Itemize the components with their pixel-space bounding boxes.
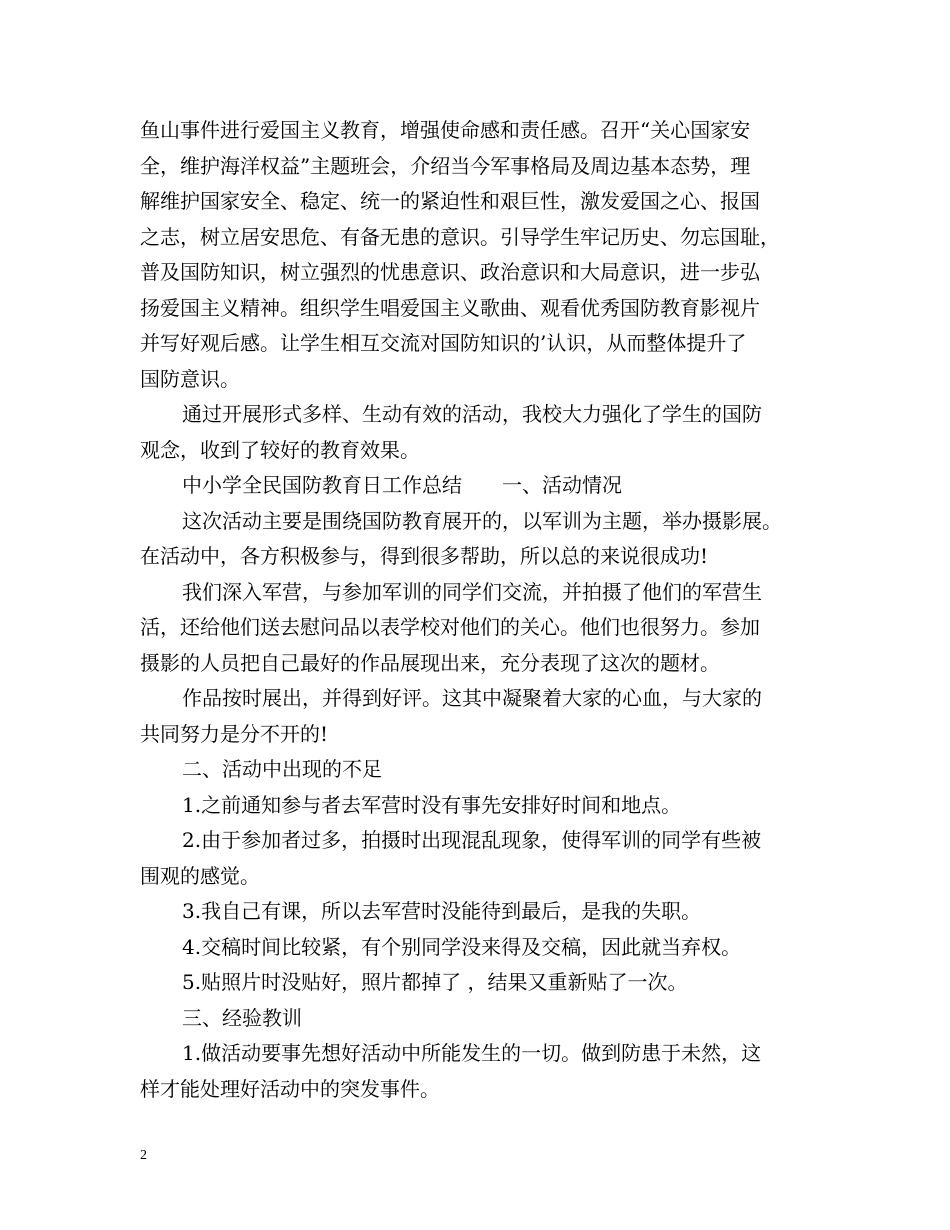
section-heading: 中小学全民国防教育日工作总结 一、活动情况 [182,473,622,497]
list-item: 1.做活动要事先想好活动中所能发生的一切。做到防患于未然，这 [182,1041,762,1065]
text-line: 扬爱国主义精神。组织学生唱爱国主义歌曲、观看优秀国防教育影视片 [140,296,760,320]
text-line: 围观的感觉。 [140,864,260,888]
text-line: 我们深入军营，与参加军训的同学们交流，并拍摄了他们的军营生 [182,580,762,604]
list-item: 5.贴照片时没贴好，照片都掉了 ，结果又重新贴了一次。 [182,970,688,994]
list-item: 1.之前通知参与者去军营时没有事先安排好时间和地点。 [182,793,682,817]
text-line: 活，还给他们送去慰问品以表学校对他们的关心。他们也很努力。参加 [140,615,760,639]
text-line: 之志，树立居安思危、有备无患的意识。引导学生牢记历史、勿忘国耻， [140,225,780,249]
list-item: 2.由于参加者过多，拍摄时出现混乱现象，使得军训的同学有些被 [182,828,762,852]
page-number: 2 [140,1148,147,1163]
section-heading: 二、活动中出现的不足 [182,757,382,781]
list-item: 3.我自己有课，所以去军营时没能待到最后，是我的失职。 [182,899,702,923]
text-line: 共同努力是分不开的! [140,722,329,746]
text-line: 并写好观后感。让学生相互交流对国防知识的’认识，从而整体提升了 [140,331,747,355]
text-line: 在活动中，各方积极参与，得到很多帮助，所以总的来说很成功! [140,544,709,568]
text-line: 国防意识。 [140,367,240,391]
text-line: 普及国防知识，树立强烈的忧患意识、政治意识和大局意识，进一步弘 [140,260,760,284]
text-line: 解维护国家安全、稳定、统一的紧迫性和艰巨性，激发爱国之心、报国 [140,189,760,213]
text-line: 观念，收到了较好的教育效果。 [140,438,420,462]
text-line: 这次活动主要是围绕国防教育展开的，以军训为主题，举办摄影展。 [182,509,782,533]
section-heading: 三、经验教训 [182,1006,302,1030]
list-item: 4.交稿时间比较紧，有个别同学没来得及交稿，因此就当弃权。 [182,935,742,959]
text-line: 通过开展形式多样、生动有效的活动，我校大力强化了学生的国防 [182,402,762,426]
text-line: 摄影的人员把自己最好的作品展现出来，充分表现了这次的题材。 [140,651,720,675]
text-line: 鱼山事件进行爱国主义教育，增强使命感和责任感。召开“关心国家安 [140,118,751,142]
text-line: 全，维护海洋权益”主题班会，介绍当今军事格局及周边基本态势，理 [140,154,751,178]
text-line: 样才能处理好活动中的突发事件。 [140,1077,440,1101]
text-line: 作品按时展出，并得到好评。这其中凝聚着大家的心血，与大家的 [182,686,762,710]
